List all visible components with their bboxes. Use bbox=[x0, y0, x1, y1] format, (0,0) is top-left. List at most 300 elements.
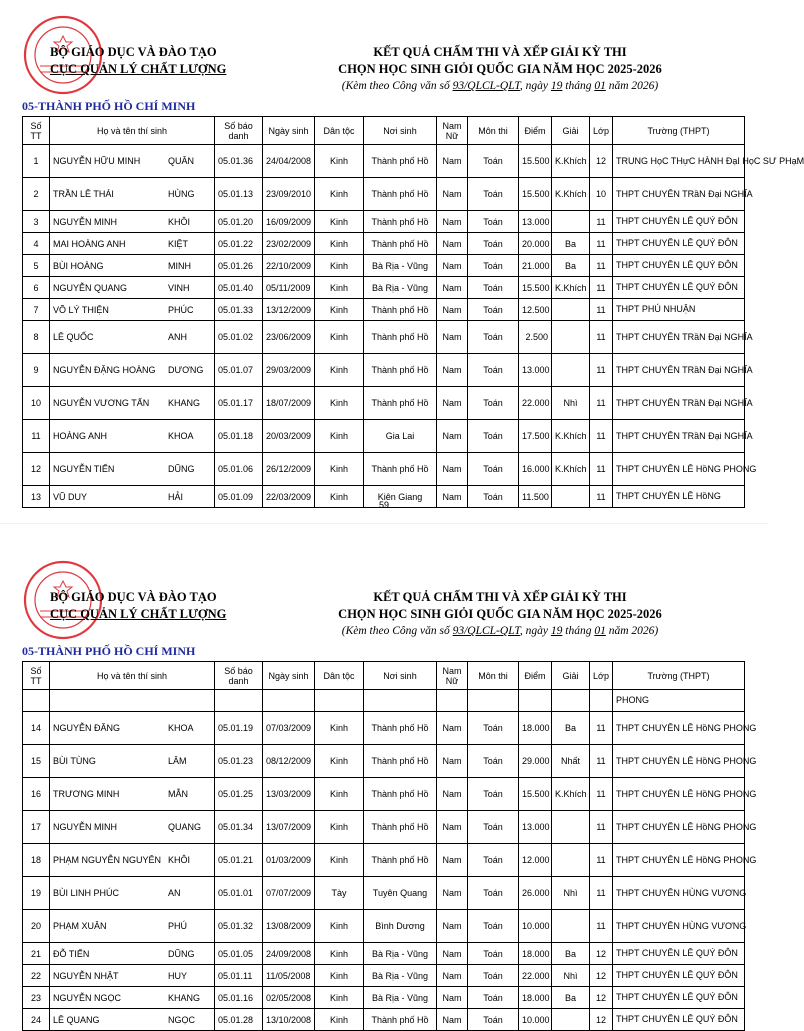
cell-ethnic: Kinh bbox=[315, 987, 364, 1009]
col-birthplace: Nơi sinh bbox=[364, 662, 437, 690]
cell-subject: Toán bbox=[468, 354, 519, 387]
cell-gender: Nam bbox=[437, 1009, 468, 1031]
cell-gender: Nam bbox=[437, 910, 468, 943]
cell-score: 12.000 bbox=[519, 844, 552, 877]
cell-name bbox=[50, 965, 215, 987]
cell-grade: 11 bbox=[590, 321, 613, 354]
given-name: KHÔI bbox=[168, 216, 191, 227]
cell-name bbox=[50, 255, 215, 277]
given-name: KIỆT bbox=[168, 238, 189, 249]
cell-birthplace: Thành phố Hồ bbox=[364, 354, 437, 387]
cell-stt: 6 bbox=[23, 277, 50, 299]
cell-birthplace: Thành phố Hồ bbox=[364, 811, 437, 844]
cell-stt: 4 bbox=[23, 233, 50, 255]
cell-ethnic: Kinh bbox=[315, 255, 364, 277]
cell-score: 22.000 bbox=[519, 965, 552, 987]
cell-award: Nhì bbox=[552, 877, 590, 910]
family-name: BÙI LINH PHÚC bbox=[53, 888, 120, 898]
ref-prefix: (Kèm theo Công văn số bbox=[341, 80, 450, 92]
document-reference bbox=[290, 624, 710, 639]
family-name: PHẠM XUÂN bbox=[53, 921, 107, 931]
given-name: KHOA bbox=[168, 723, 194, 733]
cell-name bbox=[50, 211, 215, 233]
cell-subject: Toán bbox=[468, 965, 519, 987]
cell-dob: 13/07/2009 bbox=[263, 811, 315, 844]
cell-score: 11.500 bbox=[519, 486, 552, 508]
family-name: TRẦN LÊ THÁI bbox=[53, 189, 114, 199]
cell-gender: Nam bbox=[437, 987, 468, 1009]
cell-gender: Nam bbox=[437, 387, 468, 420]
col-name: Họ và tên thí sinh bbox=[50, 662, 215, 690]
document-page-2 bbox=[0, 545, 768, 1024]
cell-ethnic: Kinh bbox=[315, 420, 364, 453]
table-row bbox=[23, 387, 745, 420]
cell-gender: Nam bbox=[437, 745, 468, 778]
cell-ethnic: Kinh bbox=[315, 354, 364, 387]
cell-award: Ba bbox=[552, 233, 590, 255]
cell-birthplace: Bà Rịa - Vũng bbox=[364, 943, 437, 965]
cell-name bbox=[50, 420, 215, 453]
col-stt: Số TT bbox=[23, 662, 50, 690]
given-name: DŨNG bbox=[168, 948, 195, 959]
cell-award: K.Khích bbox=[552, 778, 590, 811]
cell-dob: 05/11/2009 bbox=[263, 277, 315, 299]
table-header-row bbox=[23, 117, 745, 145]
cell-name bbox=[50, 387, 215, 420]
col-stt: Số TT bbox=[23, 117, 50, 145]
family-name: NGUYỄN HỮU MINH bbox=[53, 156, 141, 166]
cell-school: THPT CHUYÊN LÊ QUÝ ĐÔN bbox=[613, 943, 745, 965]
cell-subject: Toán bbox=[468, 943, 519, 965]
ministry-name: BỘ GIÁO DỤC VÀ ĐÀO TẠO bbox=[50, 45, 217, 59]
table-row bbox=[23, 778, 745, 811]
cell-stt: 12 bbox=[23, 453, 50, 486]
col-score: Điểm bbox=[519, 662, 552, 690]
cell-dob: 13/08/2009 bbox=[263, 910, 315, 943]
cell-name bbox=[50, 321, 215, 354]
cell-score: 18.000 bbox=[519, 943, 552, 965]
cell-sbd: 05.01.23 bbox=[215, 745, 263, 778]
family-name: ĐỖ TIẾN bbox=[53, 948, 90, 959]
cell-score: 20.000 bbox=[519, 233, 552, 255]
cell-gender: Nam bbox=[437, 877, 468, 910]
col-subject: Môn thi bbox=[468, 117, 519, 145]
table-row bbox=[23, 420, 745, 453]
cell-grade: 11 bbox=[590, 277, 613, 299]
given-name: KHOA bbox=[168, 431, 194, 441]
cell-stt: 21 bbox=[23, 943, 50, 965]
cell-empty bbox=[23, 690, 50, 712]
table-row bbox=[23, 987, 745, 1009]
col-birthplace: Nơi sinh bbox=[364, 117, 437, 145]
table-row bbox=[23, 811, 745, 844]
cell-score: 13.000 bbox=[519, 354, 552, 387]
table-body bbox=[23, 145, 804, 508]
cell-dob: 18/07/2009 bbox=[263, 387, 315, 420]
cell-award: Nhì bbox=[552, 387, 590, 420]
cell-subject: Toán bbox=[468, 745, 519, 778]
table-row bbox=[23, 877, 745, 910]
cell-ethnic: Kinh bbox=[315, 712, 364, 745]
cell-school: THPT CHUYÊN LÊ HồNG PHONG bbox=[613, 712, 745, 745]
cell-score: 21.000 bbox=[519, 255, 552, 277]
cell-ethnic: Kinh bbox=[315, 233, 364, 255]
cell-subject: Toán bbox=[468, 255, 519, 277]
cell-dob: 20/03/2009 bbox=[263, 420, 315, 453]
cell-school: THPT CHUYÊN LÊ QUÝ ĐÔN bbox=[613, 211, 745, 233]
cell-score: 16.000 bbox=[519, 453, 552, 486]
cell-grade: 11 bbox=[590, 387, 613, 420]
given-name: HẢI bbox=[168, 491, 184, 502]
cell-dob: 22/10/2009 bbox=[263, 255, 315, 277]
cell-name bbox=[50, 145, 215, 178]
cell-award: K.Khích bbox=[552, 145, 590, 178]
family-name: VŨ DUY bbox=[53, 491, 88, 502]
table-row bbox=[23, 943, 745, 965]
cell-score: 10.000 bbox=[519, 910, 552, 943]
cell-grade: 11 bbox=[590, 811, 613, 844]
cell-gender: Nam bbox=[437, 277, 468, 299]
cell-sbd: 05.01.09 bbox=[215, 486, 263, 508]
cell-subject: Toán bbox=[468, 910, 519, 943]
cell-empty bbox=[468, 690, 519, 712]
cell-grade: 11 bbox=[590, 778, 613, 811]
cell-name bbox=[50, 987, 215, 1009]
cell-gender: Nam bbox=[437, 145, 468, 178]
cell-grade: 12 bbox=[590, 987, 613, 1009]
cell-birthplace: Thành phố Hồ bbox=[364, 145, 437, 178]
cell-birthplace: Bà Rịa - Vũng bbox=[364, 965, 437, 987]
cell-award: K.Khích bbox=[552, 277, 590, 299]
col-gender: Nam Nữ bbox=[437, 117, 468, 145]
ministry-name: BỘ GIÁO DỤC VÀ ĐÀO TẠO bbox=[50, 590, 217, 604]
ref-prefix: (Kèm theo Công văn số bbox=[341, 625, 450, 637]
cell-dob: 13/10/2008 bbox=[263, 1009, 315, 1031]
cell-stt: 24 bbox=[23, 1009, 50, 1031]
cell-sbd: 05.01.01 bbox=[215, 877, 263, 910]
cell-grade: 12 bbox=[590, 1009, 613, 1031]
cell-subject: Toán bbox=[468, 811, 519, 844]
cell-birthplace: Thành phố Hồ bbox=[364, 453, 437, 486]
cell-name bbox=[50, 943, 215, 965]
cell-name bbox=[50, 877, 215, 910]
family-name: NGUYỄN VƯƠNG TẤN bbox=[53, 398, 150, 408]
cell-subject: Toán bbox=[468, 877, 519, 910]
given-name: PHÚC bbox=[168, 304, 194, 315]
cell-grade: 11 bbox=[590, 712, 613, 745]
cell-sbd: 05.01.40 bbox=[215, 277, 263, 299]
cell-award bbox=[552, 354, 590, 387]
cell-empty bbox=[263, 690, 315, 712]
cell-dob: 01/03/2009 bbox=[263, 844, 315, 877]
cell-stt: 13 bbox=[23, 486, 50, 508]
table-body bbox=[23, 690, 757, 1031]
cell-ethnic: Kinh bbox=[315, 965, 364, 987]
given-name: MINH bbox=[168, 260, 191, 271]
cell-school: TRUNG HọC THựC HÀNH ĐạI HọC SƯ PHạM bbox=[613, 145, 745, 178]
document-reference bbox=[290, 79, 710, 94]
cell-dob: 07/03/2009 bbox=[263, 712, 315, 745]
cell-award: Nhì bbox=[552, 965, 590, 987]
cell-ethnic: Kinh bbox=[315, 745, 364, 778]
family-name: NGUYỄN TIẾN bbox=[53, 464, 115, 474]
cell-birthplace: Bình Dương bbox=[364, 910, 437, 943]
family-name: NGUYỄN ĐẶNG HOÀNG bbox=[53, 365, 156, 375]
cell-school: THPT CHUYÊN LÊ HồNG PHONG bbox=[613, 844, 745, 877]
cell-dob: 08/12/2009 bbox=[263, 745, 315, 778]
cell-ethnic: Kinh bbox=[315, 910, 364, 943]
cell-gender: Nam bbox=[437, 255, 468, 277]
cell-grade: 11 bbox=[590, 299, 613, 321]
cell-stt: 19 bbox=[23, 877, 50, 910]
table-row bbox=[23, 712, 745, 745]
cell-birthplace: Thành phố Hồ bbox=[364, 745, 437, 778]
document-title-block bbox=[290, 44, 710, 94]
cell-award: K.Khích bbox=[552, 178, 590, 211]
cell-dob: 13/03/2009 bbox=[263, 778, 315, 811]
cell-birthplace: Thành phố Hồ bbox=[364, 178, 437, 211]
cell-stt: 14 bbox=[23, 712, 50, 745]
cell-school: THPT CHUYÊN TRầN Đại NGHĨA bbox=[613, 321, 745, 354]
issuer-block bbox=[50, 589, 240, 623]
cell-dob: 26/12/2009 bbox=[263, 453, 315, 486]
family-name: LÊ QUANG bbox=[53, 1014, 100, 1025]
title-line-2: CHỌN HỌC SINH GIỎI QUỐC GIA NĂM HỌC 2025-2026 bbox=[338, 62, 662, 76]
cell-birthplace: Tuyên Quang bbox=[364, 877, 437, 910]
cell-birthplace: Thành phố Hồ bbox=[364, 211, 437, 233]
cell-grade: 11 bbox=[590, 233, 613, 255]
title-line-2: CHỌN HỌC SINH GIỎI QUỐC GIA NĂM HỌC 2025-2026 bbox=[338, 607, 662, 621]
cell-school: THPT CHUYÊN TRầN Đại NGHĨA bbox=[613, 420, 745, 453]
cell-stt: 3 bbox=[23, 211, 50, 233]
cell-gender: Nam bbox=[437, 420, 468, 453]
ref-day: 19 bbox=[550, 80, 563, 92]
table-row bbox=[23, 354, 745, 387]
table-row bbox=[23, 145, 745, 178]
cell-birthplace: Thành phố Hồ bbox=[364, 321, 437, 354]
table-row bbox=[23, 299, 745, 321]
cell-subject: Toán bbox=[468, 453, 519, 486]
cell-subject: Toán bbox=[468, 420, 519, 453]
ref-year: năm 2026) bbox=[608, 80, 659, 92]
family-name: BÙI HOÀNG bbox=[53, 260, 104, 271]
cell-ethnic: Kinh bbox=[315, 145, 364, 178]
cell-dob: 11/05/2008 bbox=[263, 965, 315, 987]
cell-gender: Nam bbox=[437, 844, 468, 877]
family-name: NGUYỄN ĐĂNG bbox=[53, 723, 121, 733]
cell-school: THPT CHUYÊN LÊ QUÝ ĐÔN bbox=[613, 233, 745, 255]
cell-subject: Toán bbox=[468, 712, 519, 745]
cell-stt: 16 bbox=[23, 778, 50, 811]
cell-subject: Toán bbox=[468, 778, 519, 811]
family-name: PHẠM NGUYỄN NGUYÊN bbox=[53, 855, 162, 865]
cell-ethnic: Kinh bbox=[315, 486, 364, 508]
cell-sbd: 05.01.02 bbox=[215, 321, 263, 354]
cell-sbd: 05.01.25 bbox=[215, 778, 263, 811]
cell-ethnic: Kinh bbox=[315, 1009, 364, 1031]
family-name: NGUYỄN NGỌC bbox=[53, 992, 122, 1003]
cell-school: THPT CHUYÊN LÊ HồNG PHONG bbox=[613, 811, 745, 844]
cell-name bbox=[50, 354, 215, 387]
cell-subject: Toán bbox=[468, 145, 519, 178]
cell-name bbox=[50, 745, 215, 778]
col-award: Giải bbox=[552, 117, 590, 145]
cell-score: 22.000 bbox=[519, 387, 552, 420]
cell-birthplace: Bà Rịa - Vũng bbox=[364, 277, 437, 299]
cell-name bbox=[50, 178, 215, 211]
given-name: HÙNG bbox=[168, 189, 195, 199]
document-page-1 bbox=[0, 0, 804, 515]
cell-ethnic: Kinh bbox=[315, 178, 364, 211]
issuer-block bbox=[50, 44, 240, 78]
ref-day-label: , ngày bbox=[519, 80, 549, 92]
cell-school-continuation: PHONG bbox=[613, 690, 745, 712]
cell-gender: Nam bbox=[437, 233, 468, 255]
cell-school: THPT CHUYÊN LÊ HồNG PHONG bbox=[613, 778, 745, 811]
cell-score: 29.000 bbox=[519, 745, 552, 778]
cell-sbd: 05.01.22 bbox=[215, 233, 263, 255]
cell-stt: 15 bbox=[23, 745, 50, 778]
cell-empty bbox=[215, 690, 263, 712]
cell-sbd: 05.01.28 bbox=[215, 1009, 263, 1031]
cell-ethnic: Kinh bbox=[315, 277, 364, 299]
family-name: LÊ QUỐC bbox=[53, 332, 94, 342]
cell-score: 15.500 bbox=[519, 277, 552, 299]
family-name: NGUYỄN QUANG bbox=[53, 282, 128, 293]
cell-gender: Nam bbox=[437, 965, 468, 987]
given-name: AN bbox=[168, 888, 181, 898]
cell-ethnic: Kinh bbox=[315, 299, 364, 321]
title-line-1: KẾT QUẢ CHẤM THI VÀ XẾP GIẢI KỲ THI bbox=[373, 590, 627, 604]
cell-grade: 11 bbox=[590, 255, 613, 277]
cell-sbd: 05.01.06 bbox=[215, 453, 263, 486]
cell-subject: Toán bbox=[468, 486, 519, 508]
given-name: LÂM bbox=[168, 756, 187, 766]
table-row bbox=[23, 965, 745, 987]
cell-score: 15.500 bbox=[519, 178, 552, 211]
cell-gender: Nam bbox=[437, 486, 468, 508]
cell-grade: 11 bbox=[590, 211, 613, 233]
ref-doc-number: 93/QLCL-QLT bbox=[452, 80, 520, 92]
cell-award bbox=[552, 299, 590, 321]
col-name: Họ và tên thí sinh bbox=[50, 117, 215, 145]
col-sbd: Số báo danh bbox=[215, 662, 263, 690]
cell-subject: Toán bbox=[468, 387, 519, 420]
cell-stt: 8 bbox=[23, 321, 50, 354]
family-name: NGUYỄN MINH bbox=[53, 216, 118, 227]
cell-empty bbox=[437, 690, 468, 712]
cell-birthplace: Kiên Giang bbox=[364, 486, 437, 508]
given-name: NGỌC bbox=[168, 1014, 195, 1025]
cell-award: Ba bbox=[552, 712, 590, 745]
given-name: HUY bbox=[168, 970, 188, 981]
table-row bbox=[23, 453, 745, 486]
family-name: TRƯƠNG MINH bbox=[53, 789, 120, 799]
given-name: QUANG bbox=[168, 822, 202, 832]
cell-dob: 29/03/2009 bbox=[263, 354, 315, 387]
cell-score: 18.000 bbox=[519, 987, 552, 1009]
given-name: KHANG bbox=[168, 398, 201, 408]
col-school: Trường (THPT) bbox=[613, 662, 745, 690]
cell-subject: Toán bbox=[468, 321, 519, 354]
province-heading: 05-THÀNH PHỐ HỒ CHÍ MINH bbox=[22, 644, 196, 658]
cell-sbd: 05.01.34 bbox=[215, 811, 263, 844]
ref-month: 01 bbox=[594, 80, 606, 92]
table-row bbox=[23, 277, 745, 299]
cell-birthplace: Thành phố Hồ bbox=[364, 1009, 437, 1031]
cell-birthplace: Thành phố Hồ bbox=[364, 387, 437, 420]
given-name: KHÔI bbox=[168, 855, 191, 865]
cell-score: 10.000 bbox=[519, 1009, 552, 1031]
cell-gender: Nam bbox=[437, 354, 468, 387]
cell-ethnic: Kinh bbox=[315, 844, 364, 877]
col-award: Giải bbox=[552, 662, 590, 690]
cell-gender: Nam bbox=[437, 712, 468, 745]
cell-subject: Toán bbox=[468, 178, 519, 211]
cell-school: THPT CHUYÊN LÊ HồNG PHONG bbox=[613, 453, 745, 486]
cell-empty bbox=[590, 690, 613, 712]
cell-subject: Toán bbox=[468, 299, 519, 321]
cell-gender: Nam bbox=[437, 778, 468, 811]
cell-ethnic: Tày bbox=[315, 877, 364, 910]
cell-score: 13.000 bbox=[519, 211, 552, 233]
col-gender: Nam Nữ bbox=[437, 662, 468, 690]
title-line-1: KẾT QUẢ CHẤM THI VÀ XẾP GIẢI KỲ THI bbox=[373, 45, 627, 59]
cell-subject: Toán bbox=[468, 277, 519, 299]
cell-subject: Toán bbox=[468, 1009, 519, 1031]
cell-dob: 13/12/2009 bbox=[263, 299, 315, 321]
cell-birthplace: Thành phố Hồ bbox=[364, 778, 437, 811]
col-grade: Lớp bbox=[590, 662, 613, 690]
table-row bbox=[23, 255, 745, 277]
results-table bbox=[22, 116, 804, 508]
cell-subject: Toán bbox=[468, 844, 519, 877]
cell-birthplace: Thành phố Hồ bbox=[364, 844, 437, 877]
table-row bbox=[23, 178, 745, 211]
cell-award: Ba bbox=[552, 943, 590, 965]
cell-school: THPT PHÚ NHUẬN bbox=[613, 299, 745, 321]
cell-birthplace: Thành phố Hồ bbox=[364, 712, 437, 745]
cell-birthplace: Bà Rịa - Vũng bbox=[364, 987, 437, 1009]
cell-award bbox=[552, 844, 590, 877]
cell-grade: 12 bbox=[590, 145, 613, 178]
cell-school: THPT CHUYÊN LÊ QUÝ ĐÔN bbox=[613, 965, 745, 987]
cell-stt: 2 bbox=[23, 178, 50, 211]
department-name: CỤC QUẢN LÝ CHẤT LƯỢNG bbox=[50, 607, 227, 621]
cell-stt: 23 bbox=[23, 987, 50, 1009]
cell-award bbox=[552, 321, 590, 354]
cell-name bbox=[50, 299, 215, 321]
cell-ethnic: Kinh bbox=[315, 778, 364, 811]
cell-sbd: 05.01.11 bbox=[215, 965, 263, 987]
cell-gender: Nam bbox=[437, 211, 468, 233]
given-name: DŨNG bbox=[168, 464, 195, 474]
ref-doc-number: 93/QLCL-QLT bbox=[452, 625, 520, 637]
given-name: QUÂN bbox=[168, 156, 195, 166]
cell-grade: 11 bbox=[590, 420, 613, 453]
given-name: KHANG bbox=[168, 992, 201, 1003]
cell-school: THPT CHUYÊN LÊ QUÝ ĐÔN bbox=[613, 1009, 745, 1031]
cell-name bbox=[50, 778, 215, 811]
cell-sbd: 05.01.36 bbox=[215, 145, 263, 178]
results-table bbox=[22, 661, 757, 1031]
cell-gender: Nam bbox=[437, 321, 468, 354]
cell-award bbox=[552, 811, 590, 844]
cell-subject: Toán bbox=[468, 233, 519, 255]
cell-score: 15.500 bbox=[519, 145, 552, 178]
cell-stt: 10 bbox=[23, 387, 50, 420]
ref-month-label: tháng bbox=[565, 625, 592, 637]
